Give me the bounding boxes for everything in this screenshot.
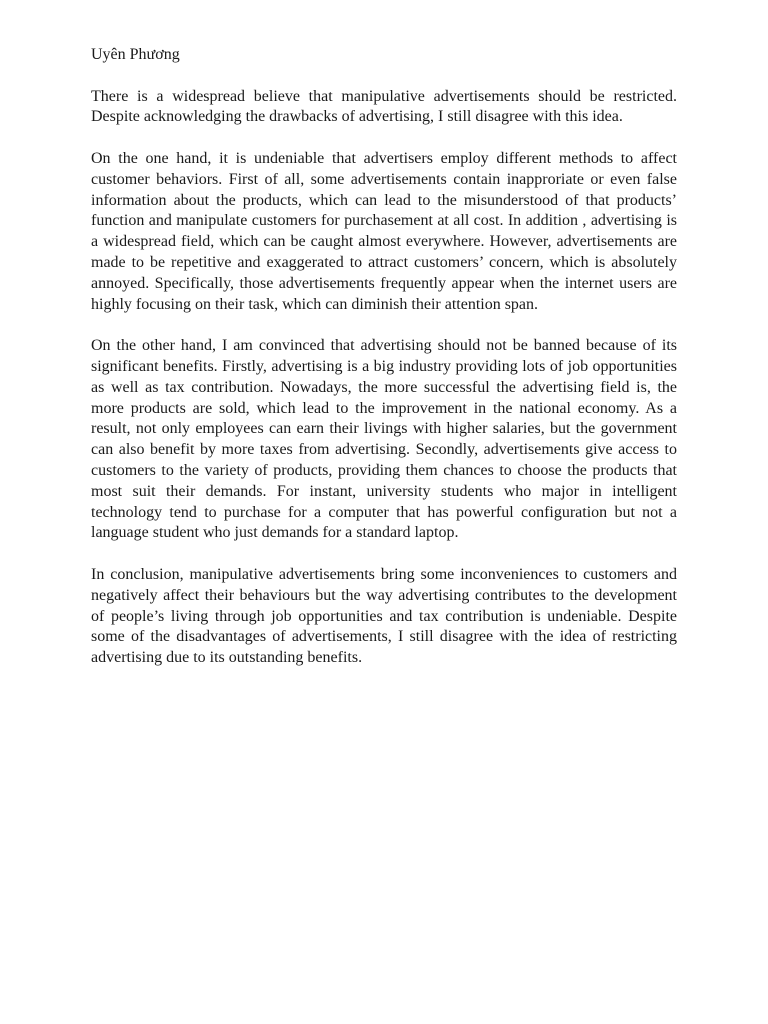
author-name: Uyên Phương (91, 46, 180, 63)
document-page (91, 45, 677, 690)
paragraph-introduction: There is a widespread believe that manipulative advertisements should be restricted. Despite acknowledging the drawbacks of advertising, I still disagree with this idea. (91, 87, 677, 126)
paragraph-conclusion: In conclusion, manipulative advertisements bring some inconveniences to customers and negatively affect their behaviours but the way advertising contributes to the development of people’s living through job opportunities and tax contribution is undeniable. Despite some of the disadvantages of advertisements, I still disagree with the idea of restricting advertising due to its outstanding benefits. (91, 565, 677, 667)
paragraph-drawbacks: On the one hand, it is undeniable that advertisers employ different methods to affect customer behaviors. First of all, some advertisements contain inapproriate or even false information about the products, which can lead to the misunderstood of that products’ function and manipulate customers for purchasement at all cost. In addition , advertising is a widespread field, which can be caught almost everywhere. However, advertisements are made to be repetitive and exaggerated to attract customers’ concern, which is absolutely annoyed. Specifically, those advertisements frequently appear when the internet users are highly focusing on their task, which can diminish their attention span. (91, 149, 677, 313)
paragraph-benefits: On the other hand, I am convinced that advertising should not be banned because of its significant benefits. Firstly, advertising is a big industry providing lots of job opportunities as well as tax contribution. Nowadays, the more successful the advertising field is, the more products are sold, which lead to the improvement in the national economy. As a result, not only employees can earn their livings with higher salaries, but the government can also benefit by more taxes from advertising. Secondly, advertisements give access to customers to the variety of products, providing them chances to choose the products that most suit their demands. For instant, university students who major in intelligent technology tend to purchase for a computer that has powerful configuration but not a language student who just demands for a standard laptop. (91, 337, 677, 542)
